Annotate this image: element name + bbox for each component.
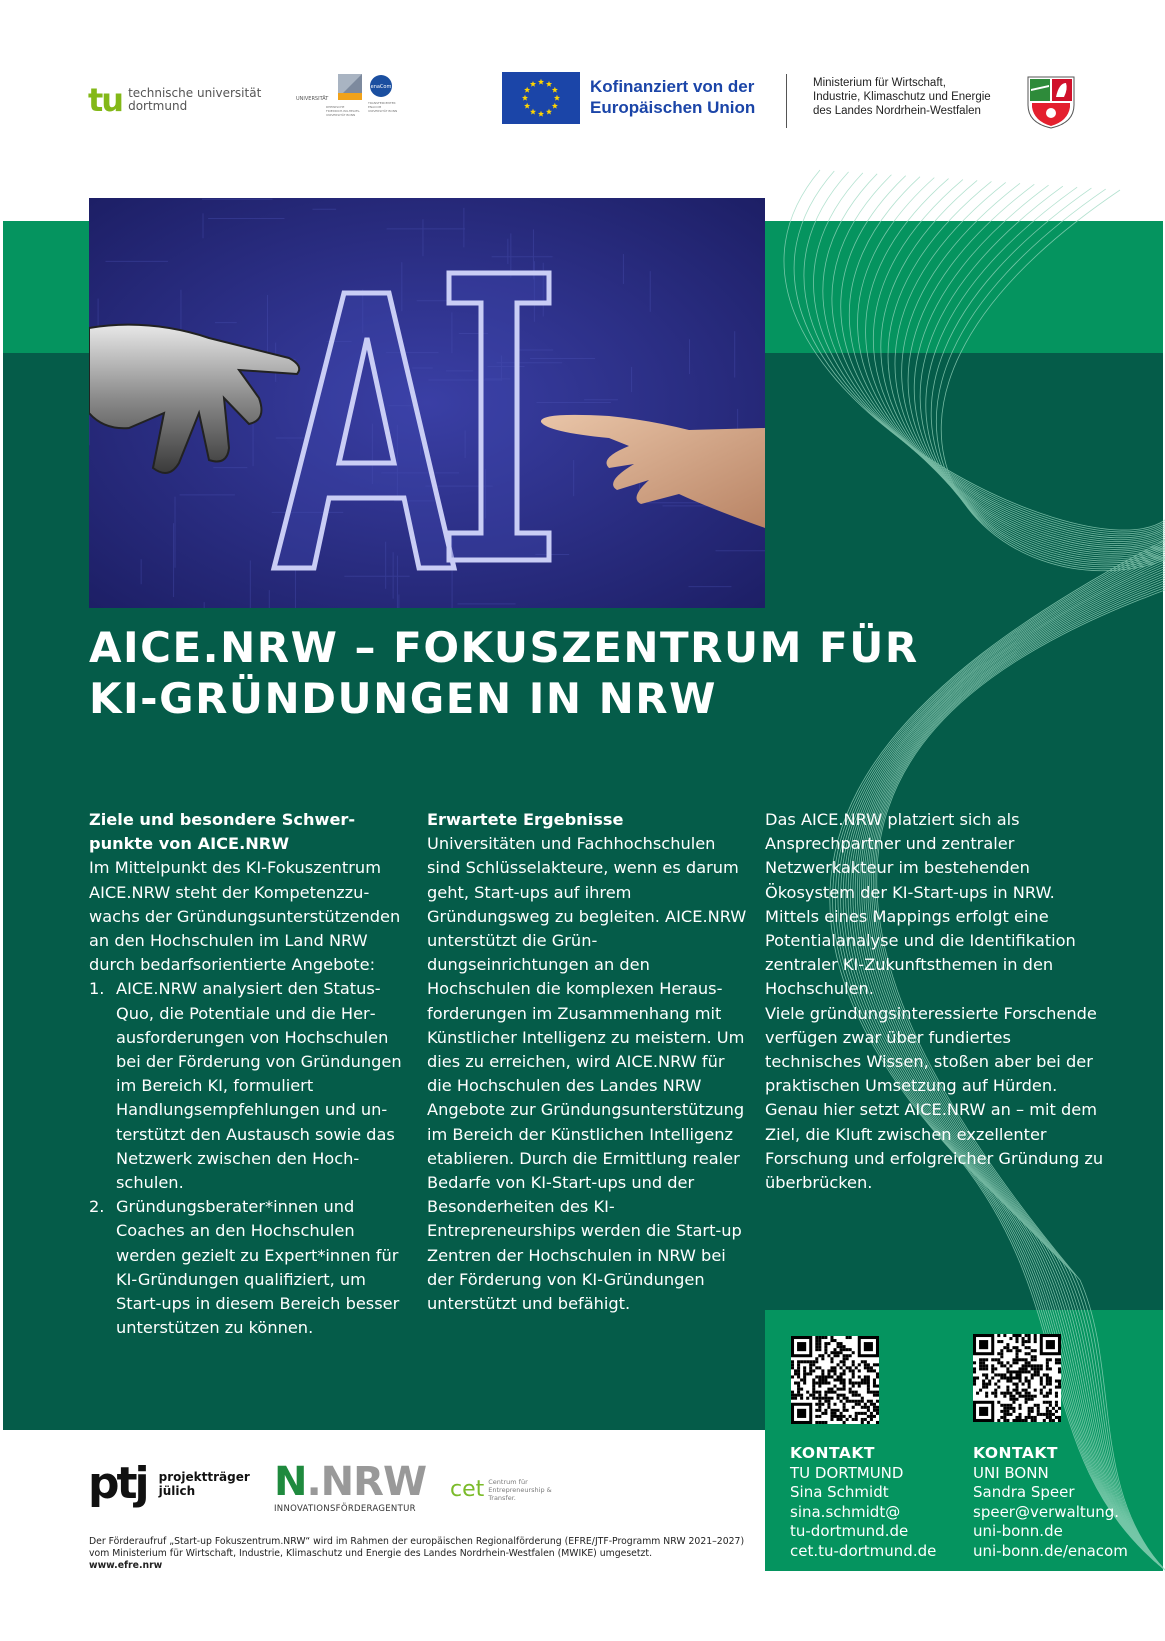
- ptj-logo-text: [159, 1470, 250, 1498]
- svg-text:FRIEDRICH-WILHELMS-: FRIEDRICH-WILHELMS-: [326, 109, 361, 113]
- cet-logo-mark: cet: [450, 1477, 485, 1502]
- contact-label: KONTAKT: [790, 1444, 875, 1462]
- funding-notice: [89, 1536, 779, 1572]
- cet-logo: [450, 1478, 552, 1502]
- list-item-text: AICE.NRW analysiert den Status-Quo, die Potentiale und die Herausforderungen von Hochschulen bei der Förderung von Gründungen im Bereich KI, formuliert Handlungsempfehlungen und unterstützt den Austausch sowie das Netzwerk zwischen den Hochschulen.: [116, 979, 402, 1193]
- svg-text:UNIVERSITÄT: UNIVERSITÄT: [296, 96, 329, 102]
- innovationsfoerderagentur-logo: [274, 1459, 427, 1514]
- svg-text:UNIVERSITÄT BONN: UNIVERSITÄT BONN: [326, 113, 356, 117]
- positioning-paragraph-2: Viele gründungsinteressierte Forschende verfügen zwar über fundiertes technisches Wissen, stoßen aber bei der praktischen Umsetzung auf Hürden. Genau hier setzt AICE.NRW an – mit dem Ziel, die Kluft zwischen exzellenter Forschung und erfolgreicher Gründung zu überbrücken.: [765, 1003, 1104, 1193]
- contact-name: Sina Schmidt: [790, 1483, 889, 1501]
- tu-dortmund-logo: [88, 81, 262, 119]
- list-number: 1.: [89, 979, 105, 999]
- projekttraeger-juelich-logo: [88, 1458, 250, 1509]
- column-positioning: [765, 808, 1105, 1195]
- efre-link[interactable]: www.efre.nrw: [89, 1560, 163, 1571]
- column-goals: [89, 808, 411, 1340]
- contact-label: KONTAKT: [973, 1444, 1058, 1462]
- bonn-enacom-logo-icon: [296, 74, 402, 122]
- title-line2: KI-GRÜNDUNGEN IN NRW: [89, 674, 717, 723]
- svg-text:TRANSFERCENTER: TRANSFERCENTER: [368, 101, 396, 105]
- contact-tu-dortmund: [790, 1444, 965, 1561]
- goals-list: [89, 977, 411, 1340]
- contact-email-line1[interactable]: sina.schmidt@: [790, 1502, 901, 1521]
- goals-heading: Ziele und besondere Schwerpunkte von AICE.NRW: [89, 810, 356, 854]
- ministry-line2: Industrie, Klimaschutz und Energie: [813, 91, 991, 103]
- tu-logo-text: [128, 87, 261, 113]
- contact-website[interactable]: uni-bonn.de/enacom: [973, 1541, 1128, 1560]
- title-line1: AICE.NRW – FOKUSZENTRUM FÜR: [89, 623, 919, 672]
- list-item: [89, 977, 411, 1195]
- contact-email-line1[interactable]: speer@verwaltung.: [973, 1502, 1120, 1521]
- ministry-line1: Ministerium für Wirtschaft,: [813, 77, 946, 89]
- contact-email-line2[interactable]: tu-dortmund.de: [790, 1522, 909, 1540]
- svg-text:RHEINISCHE: RHEINISCHE: [326, 105, 345, 109]
- ministry-text: [813, 76, 991, 118]
- list-number: 2.: [89, 1197, 105, 1217]
- hero-image: [89, 198, 765, 608]
- innonrw-mark: [274, 1459, 427, 1505]
- svg-text:ENACOM: ENACOM: [368, 105, 382, 109]
- cet-line2: Entrepreneurship &: [488, 1486, 552, 1494]
- results-heading: Erwartete Ergebnisse: [427, 810, 624, 829]
- column-results: [427, 808, 752, 1316]
- funding-line2: vom Ministerium für Wirtschaft, Industrie, Klimaschutz und Energie des Landes Nordrhein-Westfalen (MWIKE) umgesetzt.: [89, 1548, 653, 1559]
- eu-cofunding-text: [590, 76, 755, 118]
- innonrw-subtitle: INNOVATIONSFÖRDERAGENTUR: [274, 1504, 416, 1514]
- ptj-line2: jülich: [158, 1484, 196, 1498]
- positioning-paragraph-1: Das AICE.NRW platziert sich als Ansprechpartner und zentraler Netzwerkakteur im bestehenden Ökosystem der KI-Start-ups in NRW. Mittels eines Mappings erfolgt eine Potentialanalyse und die Identifikation zentraler KI-Zukunftsthemen in den Hochschulen.: [765, 810, 1076, 999]
- qr-code-icon[interactable]: [791, 1336, 879, 1424]
- contact-website[interactable]: cet.tu-dortmund.de: [790, 1541, 937, 1560]
- cet-logo-text: [488, 1478, 551, 1502]
- list-item-text: Gründungsberater*innen und Coaches an den Hochschulen werden gezielt zu Expert*innen für KI-Gründungen qualifiziert, um Start-ups in diesem Bereich besser unterstützen zu können.: [116, 1197, 400, 1338]
- cet-line3: Transfer.: [488, 1494, 516, 1502]
- contact-name: Sandra Speer: [973, 1483, 1075, 1501]
- results-text: Universitäten und Fachhochschulen sind Schlüsselakteure, wenn es darum geht, Start-ups auf ihrem Gründungsweg zu begleiten. AICE.NRW unterstützt die Gründungseinrichtungen an den Hochschulen die komplexen Herausforderungen im Zusammenhang mit Künstlicher Intelligenz zu meistern. Um dies zu erreichen, wird AICE.NRW für die Hochschulen des Landes NRW Angebote zur Gründungsunterstützung im Bereich der Künstlichen Intelligenz etablieren. Durch die Ermittlung realer Bedarfe von KI-Start-ups und der Besonderheiten des KI-Entrepreneurships werden die Start-up Zentren der Hochschulen in NRW bei der Förderung von KI-Gründungen unterstützt und befähigt.: [427, 834, 747, 1314]
- eu-text-line1: Kofinanziert von der: [590, 77, 755, 96]
- tu-logo-line2: dortmund: [128, 99, 188, 113]
- qr-code-icon[interactable]: [973, 1334, 1061, 1422]
- tu-logo-line1: technische universität: [128, 86, 262, 100]
- svg-text:UNIVERSITÄT BONN: UNIVERSITÄT BONN: [368, 109, 398, 113]
- contact-org: UNI BONN: [973, 1463, 1049, 1482]
- page-title: [89, 622, 989, 724]
- contact-email-line2[interactable]: uni-bonn.de: [973, 1522, 1063, 1540]
- ptj-logo-mark: ptj: [88, 1458, 147, 1509]
- goals-intro: Im Mittelpunkt des KI-Fokuszentrum AICE.NRW steht der Kompetenzzuwachs der Gründungsunterstützenden an den Hochschulen im Land NRW durch bedarfsorientierte Angebote:: [89, 858, 401, 975]
- contact-uni-bonn: [973, 1444, 1163, 1561]
- logo-divider: [786, 74, 787, 128]
- ptj-line1: projektträger: [158, 1470, 250, 1484]
- funding-line1: Der Förderaufruf „Start-up Fokuszentrum.NRW“ wird im Rahmen der europäischen Regionalförderung (EFRE/JTF-Programm NRW 2021–2027): [89, 1536, 745, 1547]
- eu-flag-icon: [502, 72, 580, 124]
- cet-line1: Centrum für: [488, 1478, 528, 1486]
- list-item: [89, 1195, 411, 1340]
- contact-org: TU DORTMUND: [790, 1463, 904, 1482]
- nrw-crest-icon: [1026, 75, 1076, 129]
- eu-text-line2: Europäischen Union: [590, 98, 756, 117]
- ministry-line3: des Landes Nordrhein-Westfalen: [813, 105, 981, 117]
- innonrw-mark-n: N: [274, 1459, 307, 1505]
- tu-logo-mark: tu: [88, 81, 123, 119]
- innonrw-mark-rest: .NRW: [306, 1459, 427, 1505]
- svg-text:enaCom: enaCom: [370, 84, 392, 90]
